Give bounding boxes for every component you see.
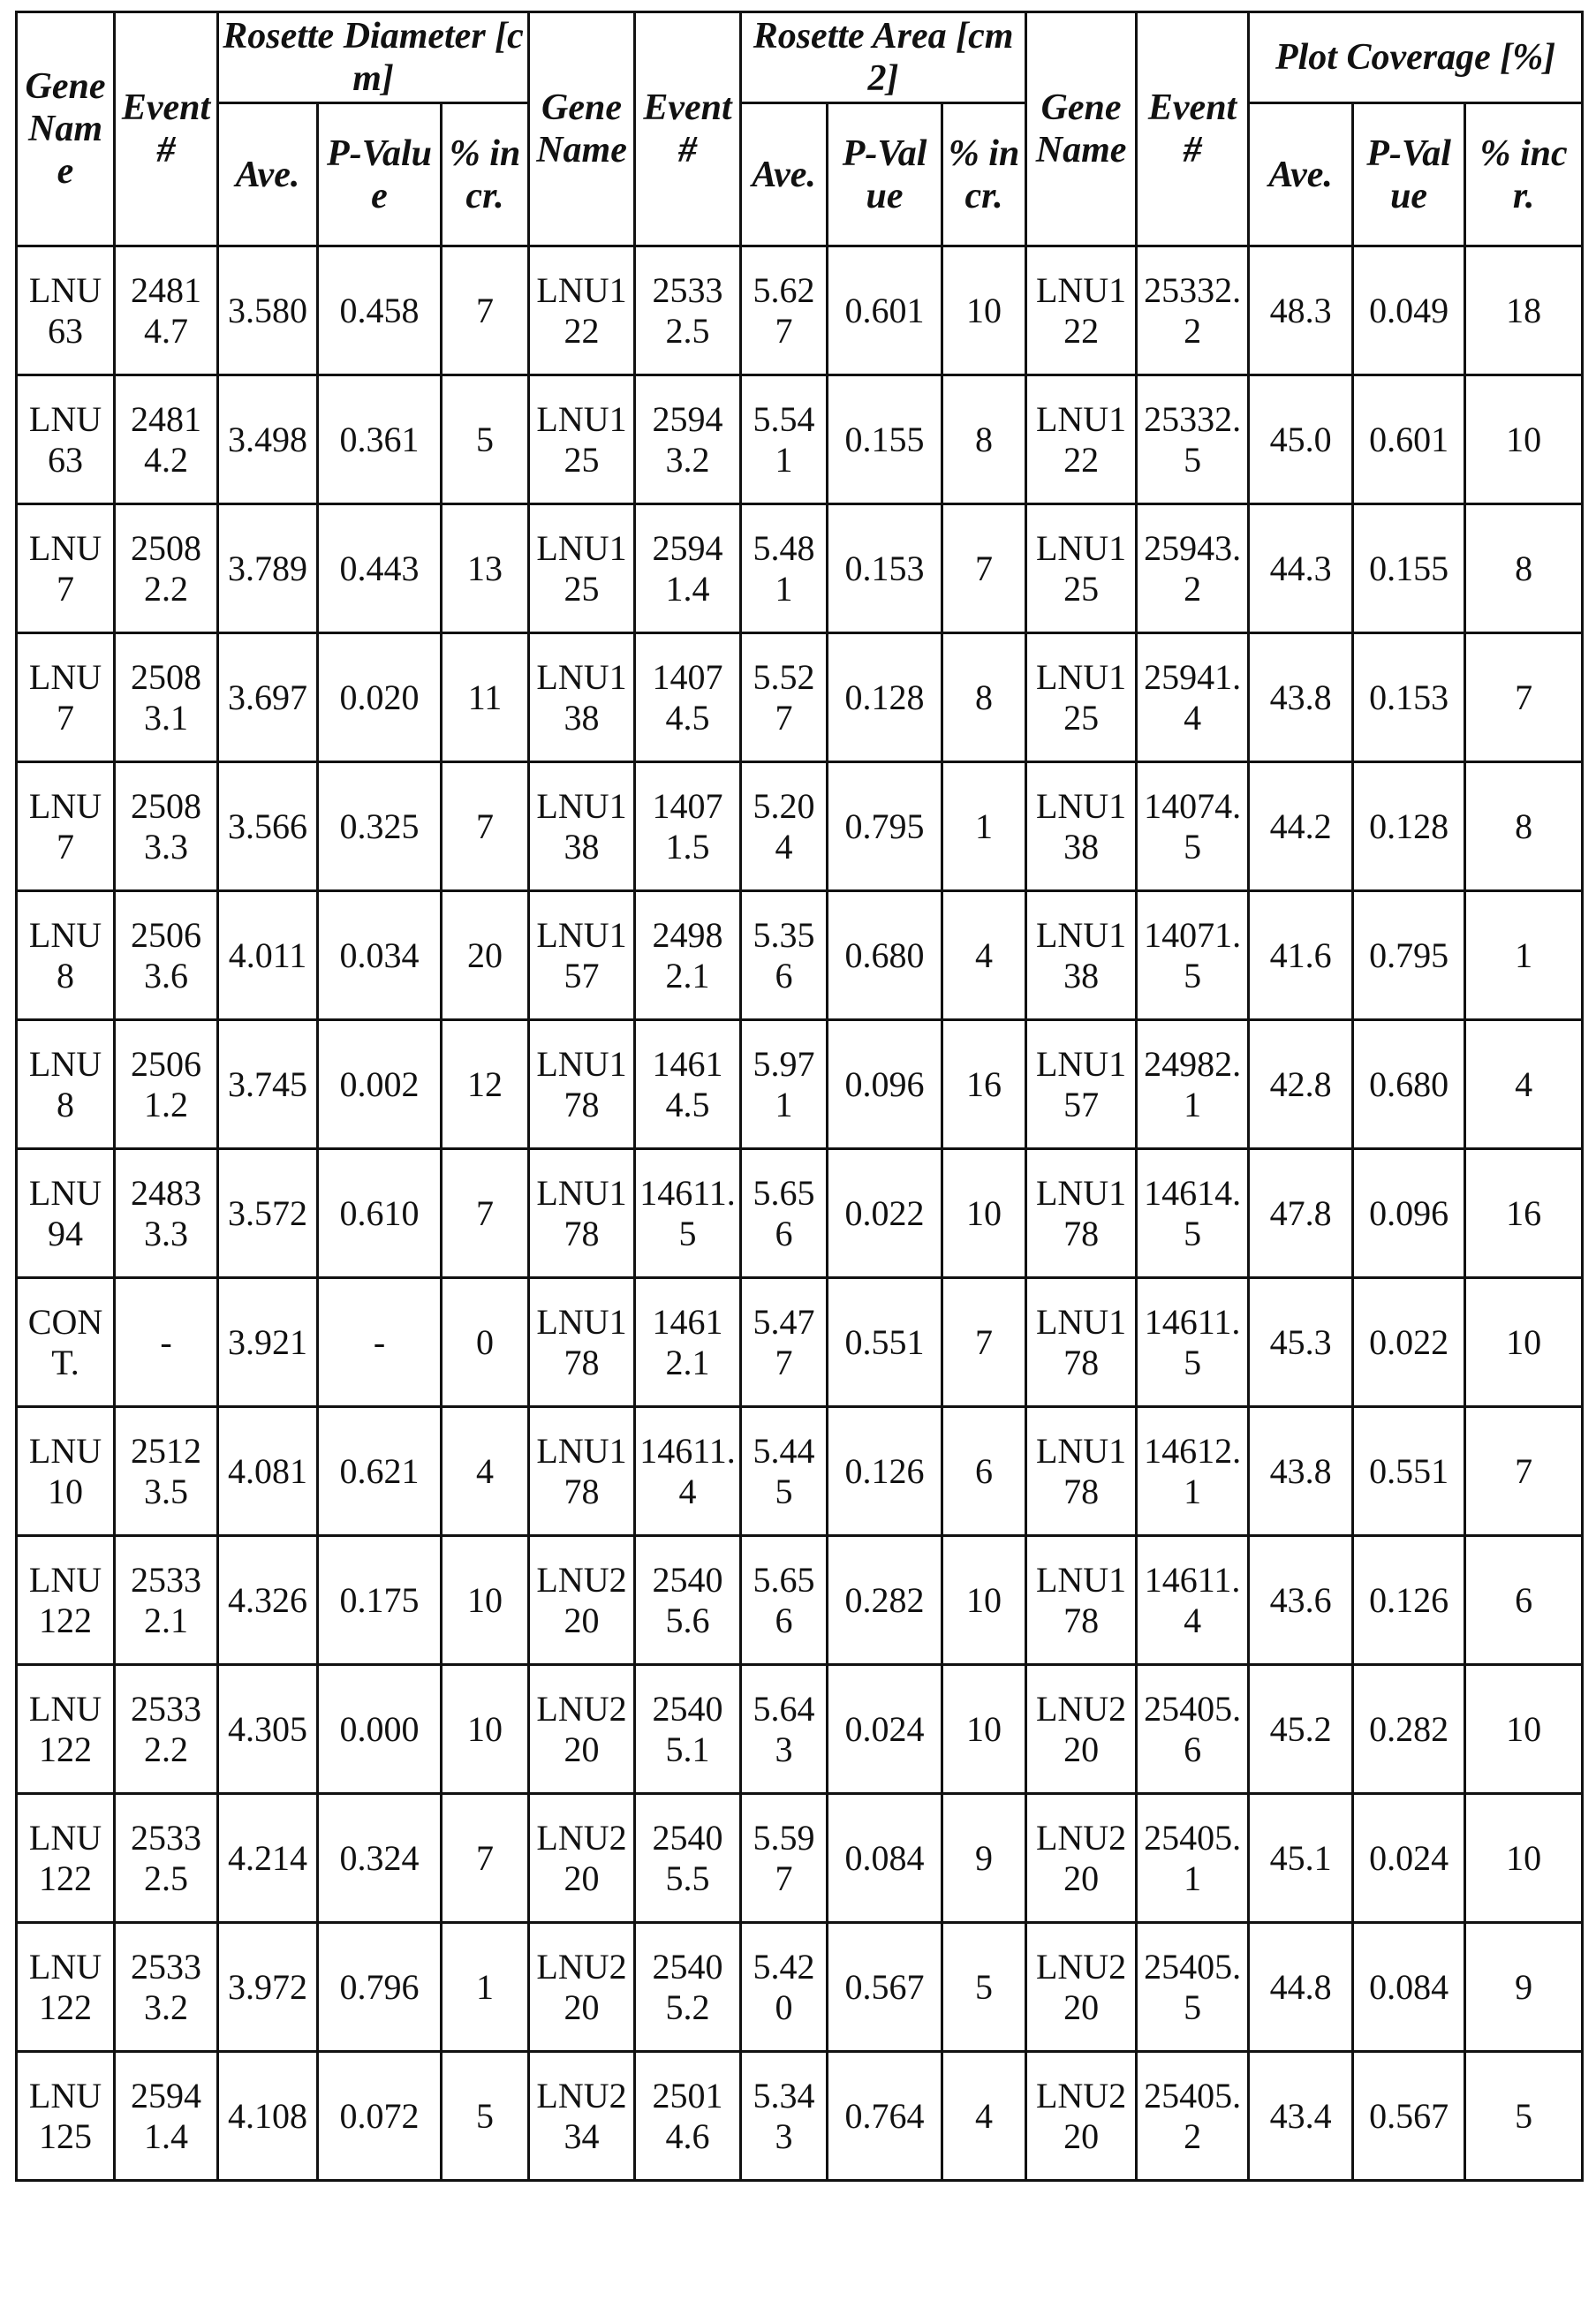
coverage-ave-cell: 43.4 — [1249, 2052, 1353, 2181]
area-pct-incr-cell: 1 — [942, 762, 1026, 891]
coverage-pct-incr-cell: 16 — [1465, 1149, 1583, 1278]
area-ave-cell: 5.527 — [741, 633, 828, 762]
coverage-ave-cell: 45.0 — [1249, 375, 1353, 504]
event-cell: 25332.5 — [1137, 375, 1249, 504]
header-pct-incr-2: % incr. — [942, 103, 1026, 246]
gene-name-cell: CONT. — [17, 1278, 115, 1407]
coverage-p-value-cell: 0.601 — [1353, 375, 1465, 504]
gene-name-cell: LNU122 — [17, 1923, 115, 2052]
area-ave-cell: 5.656 — [741, 1536, 828, 1665]
coverage-p-value-cell: 0.022 — [1353, 1278, 1465, 1407]
event-cell: 25943.2 — [635, 375, 741, 504]
area-ave-cell: 5.420 — [741, 1923, 828, 2052]
coverage-p-value-cell: 0.153 — [1353, 633, 1465, 762]
gene-name-cell: LNU7 — [17, 504, 115, 633]
diameter-ave-cell: 4.326 — [218, 1536, 318, 1665]
area-pct-incr-cell: 8 — [942, 633, 1026, 762]
header-gene-name-2: Gene Name — [529, 12, 635, 246]
diameter-p-value-cell: 0.002 — [318, 1020, 442, 1149]
coverage-ave-cell: 47.8 — [1249, 1149, 1353, 1278]
area-p-value-cell: 0.680 — [828, 891, 942, 1020]
event-cell: 25063.6 — [115, 891, 218, 1020]
event-cell: 25332.2 — [1137, 246, 1249, 375]
diameter-p-value-cell: 0.072 — [318, 2052, 442, 2181]
diameter-ave-cell: 3.566 — [218, 762, 318, 891]
diameter-pct-incr-cell: 7 — [442, 246, 529, 375]
gene-name-cell: LNU220 — [1026, 1794, 1137, 1923]
gene-name-cell: LNU234 — [529, 2052, 635, 2181]
area-pct-incr-cell: 10 — [942, 1536, 1026, 1665]
coverage-p-value-cell: 0.024 — [1353, 1794, 1465, 1923]
diameter-pct-incr-cell: 7 — [442, 1149, 529, 1278]
event-cell: 24814.2 — [115, 375, 218, 504]
header-ave-1: Ave. — [218, 103, 318, 246]
area-pct-incr-cell: 6 — [942, 1407, 1026, 1536]
diameter-pct-incr-cell: 10 — [442, 1665, 529, 1794]
gene-name-cell: LNU122 — [1026, 246, 1137, 375]
event-cell: 25405.2 — [1137, 2052, 1249, 2181]
diameter-pct-incr-cell: 13 — [442, 504, 529, 633]
diameter-ave-cell: 4.305 — [218, 1665, 318, 1794]
event-cell: 14071.5 — [1137, 891, 1249, 1020]
gene-name-cell: LNU138 — [529, 762, 635, 891]
area-ave-cell: 5.477 — [741, 1278, 828, 1407]
event-cell: 25941.4 — [635, 504, 741, 633]
event-cell: 25405.5 — [635, 1794, 741, 1923]
coverage-ave-cell: 43.8 — [1249, 633, 1353, 762]
coverage-p-value-cell: 0.084 — [1353, 1923, 1465, 2052]
gene-name-cell: LNU125 — [17, 2052, 115, 2181]
gene-name-cell: LNU122 — [17, 1665, 115, 1794]
area-pct-incr-cell: 5 — [942, 1923, 1026, 2052]
area-p-value-cell: 0.551 — [828, 1278, 942, 1407]
header-group-plot-coverage: Plot Coverage [%] — [1249, 12, 1583, 103]
area-ave-cell: 5.597 — [741, 1794, 828, 1923]
event-cell: 25332.5 — [635, 246, 741, 375]
gene-name-cell: LNU122 — [17, 1794, 115, 1923]
coverage-p-value-cell: 0.567 — [1353, 2052, 1465, 2181]
diameter-pct-incr-cell: 4 — [442, 1407, 529, 1536]
header-event-2: Event # — [635, 12, 741, 246]
event-cell: 25332.5 — [115, 1794, 218, 1923]
gene-name-cell: LNU220 — [529, 1665, 635, 1794]
event-cell: 25083.3 — [115, 762, 218, 891]
coverage-p-value-cell: 0.126 — [1353, 1536, 1465, 1665]
coverage-ave-cell: 45.1 — [1249, 1794, 1353, 1923]
gene-name-cell: LNU7 — [17, 762, 115, 891]
event-cell: 25332.1 — [115, 1536, 218, 1665]
event-cell: 14611.5 — [1137, 1278, 1249, 1407]
header-p-value-1: P-Value — [318, 103, 442, 246]
gene-name-cell: LNU220 — [1026, 1923, 1137, 2052]
gene-name-cell: LNU178 — [529, 1020, 635, 1149]
diameter-ave-cell: 3.921 — [218, 1278, 318, 1407]
diameter-p-value-cell: 0.325 — [318, 762, 442, 891]
event-cell: 25943.2 — [1137, 504, 1249, 633]
event-cell: 14074.5 — [635, 633, 741, 762]
event-cell: 14614.5 — [1137, 1149, 1249, 1278]
area-p-value-cell: 0.282 — [828, 1536, 942, 1665]
gene-name-cell: LNU220 — [1026, 1665, 1137, 1794]
event-cell: 25333.2 — [115, 1923, 218, 2052]
coverage-ave-cell: 43.6 — [1249, 1536, 1353, 1665]
header-event-1: Event # — [115, 12, 218, 246]
diameter-ave-cell: 4.214 — [218, 1794, 318, 1923]
header-ave-3: Ave. — [1249, 103, 1353, 246]
coverage-p-value-cell: 0.049 — [1353, 246, 1465, 375]
area-p-value-cell: 0.155 — [828, 375, 942, 504]
table-row — [17, 633, 1583, 762]
gene-name-cell: LNU8 — [17, 891, 115, 1020]
table-row — [17, 1149, 1583, 1278]
gene-name-cell: LNU125 — [529, 375, 635, 504]
area-ave-cell: 5.481 — [741, 504, 828, 633]
diameter-ave-cell: 3.745 — [218, 1020, 318, 1149]
coverage-pct-incr-cell: 10 — [1465, 1794, 1583, 1923]
coverage-pct-incr-cell: 7 — [1465, 1407, 1583, 1536]
diameter-pct-incr-cell: 20 — [442, 891, 529, 1020]
gene-name-cell: LNU7 — [17, 633, 115, 762]
diameter-ave-cell: 3.697 — [218, 633, 318, 762]
coverage-ave-cell: 44.2 — [1249, 762, 1353, 891]
area-ave-cell: 5.204 — [741, 762, 828, 891]
gene-name-cell: LNU178 — [529, 1407, 635, 1536]
coverage-pct-incr-cell: 6 — [1465, 1536, 1583, 1665]
event-cell: 25405.1 — [1137, 1794, 1249, 1923]
area-ave-cell: 5.627 — [741, 246, 828, 375]
coverage-ave-cell: 43.8 — [1249, 1407, 1353, 1536]
event-cell: 25082.2 — [115, 504, 218, 633]
table-row — [17, 1536, 1583, 1665]
header-pct-incr-1: % incr. — [442, 103, 529, 246]
gene-name-cell: LNU220 — [529, 1536, 635, 1665]
coverage-pct-incr-cell: 10 — [1465, 1278, 1583, 1407]
diameter-pct-incr-cell: 1 — [442, 1923, 529, 2052]
event-cell: 24814.7 — [115, 246, 218, 375]
area-p-value-cell: 0.764 — [828, 2052, 942, 2181]
diameter-p-value-cell: - — [318, 1278, 442, 1407]
gene-name-cell: LNU63 — [17, 375, 115, 504]
diameter-pct-incr-cell: 0 — [442, 1278, 529, 1407]
event-cell: 25941.4 — [1137, 633, 1249, 762]
coverage-p-value-cell: 0.795 — [1353, 891, 1465, 1020]
diameter-p-value-cell: 0.175 — [318, 1536, 442, 1665]
coverage-pct-incr-cell: 10 — [1465, 375, 1583, 504]
event-cell: 24982.1 — [1137, 1020, 1249, 1149]
area-p-value-cell: 0.084 — [828, 1794, 942, 1923]
diameter-p-value-cell: 0.324 — [318, 1794, 442, 1923]
area-ave-cell: 5.656 — [741, 1149, 828, 1278]
coverage-pct-incr-cell: 8 — [1465, 762, 1583, 891]
diameter-ave-cell: 4.108 — [218, 2052, 318, 2181]
diameter-pct-incr-cell: 7 — [442, 1794, 529, 1923]
diameter-pct-incr-cell: 5 — [442, 2052, 529, 2181]
diameter-ave-cell: 4.081 — [218, 1407, 318, 1536]
table-row — [17, 1794, 1583, 1923]
header-event-3: Event # — [1137, 12, 1249, 246]
diameter-ave-cell: 3.580 — [218, 246, 318, 375]
event-cell: 25405.2 — [635, 1923, 741, 2052]
area-pct-incr-cell: 10 — [942, 1149, 1026, 1278]
diameter-p-value-cell: 0.000 — [318, 1665, 442, 1794]
diameter-p-value-cell: 0.796 — [318, 1923, 442, 2052]
coverage-pct-incr-cell: 4 — [1465, 1020, 1583, 1149]
coverage-ave-cell: 44.8 — [1249, 1923, 1353, 2052]
event-cell: 25014.6 — [635, 2052, 741, 2181]
area-pct-incr-cell: 8 — [942, 375, 1026, 504]
coverage-pct-incr-cell: 7 — [1465, 633, 1583, 762]
header-pct-incr-3: % incr. — [1465, 103, 1583, 246]
area-pct-incr-cell: 7 — [942, 504, 1026, 633]
area-p-value-cell: 0.096 — [828, 1020, 942, 1149]
coverage-ave-cell: 44.3 — [1249, 504, 1353, 633]
diameter-pct-incr-cell: 11 — [442, 633, 529, 762]
gene-name-cell: LNU220 — [529, 1794, 635, 1923]
coverage-p-value-cell: 0.128 — [1353, 762, 1465, 891]
diameter-ave-cell: 3.572 — [218, 1149, 318, 1278]
diameter-ave-cell: 3.498 — [218, 375, 318, 504]
event-cell: 25405.5 — [1137, 1923, 1249, 2052]
area-p-value-cell: 0.153 — [828, 504, 942, 633]
coverage-p-value-cell: 0.680 — [1353, 1020, 1465, 1149]
diameter-p-value-cell: 0.020 — [318, 633, 442, 762]
area-ave-cell: 5.541 — [741, 375, 828, 504]
area-ave-cell: 5.356 — [741, 891, 828, 1020]
event-cell: 14614.5 — [635, 1020, 741, 1149]
diameter-p-value-cell: 0.443 — [318, 504, 442, 633]
diameter-p-value-cell: 0.610 — [318, 1149, 442, 1278]
gene-name-cell: LNU122 — [529, 246, 635, 375]
event-cell: 25941.4 — [115, 2052, 218, 2181]
event-cell: 25405.6 — [1137, 1665, 1249, 1794]
diameter-ave-cell: 3.789 — [218, 504, 318, 633]
diameter-pct-incr-cell: 12 — [442, 1020, 529, 1149]
gene-name-cell: LNU178 — [1026, 1149, 1137, 1278]
event-cell: 25405.6 — [635, 1536, 741, 1665]
coverage-p-value-cell: 0.551 — [1353, 1407, 1465, 1536]
coverage-ave-cell: 45.2 — [1249, 1665, 1353, 1794]
area-pct-incr-cell: 16 — [942, 1020, 1026, 1149]
area-pct-incr-cell: 4 — [942, 2052, 1026, 2181]
event-cell: 14611.4 — [635, 1407, 741, 1536]
event-cell: 25123.5 — [115, 1407, 218, 1536]
event-cell: 24982.1 — [635, 891, 741, 1020]
area-ave-cell: 5.643 — [741, 1665, 828, 1794]
area-p-value-cell: 0.567 — [828, 1923, 942, 2052]
area-pct-incr-cell: 10 — [942, 246, 1026, 375]
coverage-ave-cell: 48.3 — [1249, 246, 1353, 375]
area-pct-incr-cell: 10 — [942, 1665, 1026, 1794]
diameter-pct-incr-cell: 7 — [442, 762, 529, 891]
table-row — [17, 891, 1583, 1020]
diameter-ave-cell: 4.011 — [218, 891, 318, 1020]
table-row — [17, 1020, 1583, 1149]
diameter-p-value-cell: 0.034 — [318, 891, 442, 1020]
table-row — [17, 2052, 1583, 2181]
gene-name-cell: LNU8 — [17, 1020, 115, 1149]
gene-name-cell: LNU178 — [529, 1278, 635, 1407]
gene-name-cell: LNU178 — [529, 1149, 635, 1278]
header-p-value-3: P-Value — [1353, 103, 1465, 246]
gene-name-cell: LNU138 — [529, 633, 635, 762]
coverage-pct-incr-cell: 1 — [1465, 891, 1583, 1020]
area-ave-cell: 5.343 — [741, 2052, 828, 2181]
gene-name-cell: LNU63 — [17, 246, 115, 375]
area-p-value-cell: 0.024 — [828, 1665, 942, 1794]
area-p-value-cell: 0.126 — [828, 1407, 942, 1536]
event-cell: 25405.1 — [635, 1665, 741, 1794]
coverage-pct-incr-cell: 18 — [1465, 246, 1583, 375]
diameter-pct-incr-cell: 5 — [442, 375, 529, 504]
gene-name-cell: LNU94 — [17, 1149, 115, 1278]
table-row — [17, 1923, 1583, 2052]
gene-name-cell: LNU122 — [1026, 375, 1137, 504]
gene-name-cell: LNU178 — [1026, 1278, 1137, 1407]
diameter-p-value-cell: 0.361 — [318, 375, 442, 504]
coverage-p-value-cell: 0.096 — [1353, 1149, 1465, 1278]
table-row — [17, 1407, 1583, 1536]
gene-name-cell: LNU125 — [1026, 504, 1137, 633]
gene-name-cell: LNU178 — [1026, 1536, 1137, 1665]
gene-name-cell: LNU178 — [1026, 1407, 1137, 1536]
coverage-ave-cell: 45.3 — [1249, 1278, 1353, 1407]
coverage-p-value-cell: 0.282 — [1353, 1665, 1465, 1794]
event-cell: 24833.3 — [115, 1149, 218, 1278]
header-gene-name-3: Gene Name — [1026, 12, 1137, 246]
area-p-value-cell: 0.128 — [828, 633, 942, 762]
coverage-pct-incr-cell: 8 — [1465, 504, 1583, 633]
event-cell: 25332.2 — [115, 1665, 218, 1794]
diameter-pct-incr-cell: 10 — [442, 1536, 529, 1665]
area-pct-incr-cell: 9 — [942, 1794, 1026, 1923]
event-cell: 14071.5 — [635, 762, 741, 891]
gene-name-cell: LNU157 — [529, 891, 635, 1020]
gene-name-cell: LNU10 — [17, 1407, 115, 1536]
gene-name-cell: LNU122 — [17, 1536, 115, 1665]
diameter-p-value-cell: 0.458 — [318, 246, 442, 375]
event-cell: 14612.1 — [635, 1278, 741, 1407]
table-row — [17, 762, 1583, 891]
table-row — [17, 1665, 1583, 1794]
coverage-pct-incr-cell: 9 — [1465, 1923, 1583, 2052]
table-body — [17, 246, 1583, 2181]
table-row — [17, 375, 1583, 504]
area-pct-incr-cell: 4 — [942, 891, 1026, 1020]
gene-name-cell: LNU138 — [1026, 891, 1137, 1020]
diameter-ave-cell: 3.972 — [218, 1923, 318, 2052]
area-ave-cell: 5.445 — [741, 1407, 828, 1536]
gene-name-cell: LNU138 — [1026, 762, 1137, 891]
gene-name-cell: LNU220 — [1026, 2052, 1137, 2181]
event-cell: 25061.2 — [115, 1020, 218, 1149]
table-row — [17, 1278, 1583, 1407]
coverage-ave-cell: 41.6 — [1249, 891, 1353, 1020]
header-ave-2: Ave. — [741, 103, 828, 246]
header-group-rosette-diameter: Rosette Diameter [cm] — [218, 12, 529, 103]
event-cell: 25083.1 — [115, 633, 218, 762]
header-group-rosette-area: Rosette Area [cm2] — [741, 12, 1026, 103]
gene-name-cell: LNU125 — [1026, 633, 1137, 762]
area-p-value-cell: 0.795 — [828, 762, 942, 891]
area-p-value-cell: 0.601 — [828, 246, 942, 375]
gene-name-cell: LNU125 — [529, 504, 635, 633]
coverage-p-value-cell: 0.155 — [1353, 504, 1465, 633]
area-p-value-cell: 0.022 — [828, 1149, 942, 1278]
event-cell: - — [115, 1278, 218, 1407]
gene-name-cell: LNU220 — [529, 1923, 635, 2052]
event-cell: 14611.4 — [1137, 1536, 1249, 1665]
coverage-pct-incr-cell: 5 — [1465, 2052, 1583, 2181]
diameter-p-value-cell: 0.621 — [318, 1407, 442, 1536]
table-row — [17, 504, 1583, 633]
event-cell: 14074.5 — [1137, 762, 1249, 891]
event-cell: 14612.1 — [1137, 1407, 1249, 1536]
event-cell: 14611.5 — [635, 1149, 741, 1278]
table-row — [17, 246, 1583, 375]
coverage-pct-incr-cell: 10 — [1465, 1665, 1583, 1794]
header-p-value-2: P-Value — [828, 103, 942, 246]
header-gene-name-1: Gene Name — [17, 12, 115, 246]
coverage-ave-cell: 42.8 — [1249, 1020, 1353, 1149]
area-ave-cell: 5.971 — [741, 1020, 828, 1149]
results-table — [15, 11, 1584, 2182]
area-pct-incr-cell: 7 — [942, 1278, 1026, 1407]
gene-name-cell: LNU157 — [1026, 1020, 1137, 1149]
